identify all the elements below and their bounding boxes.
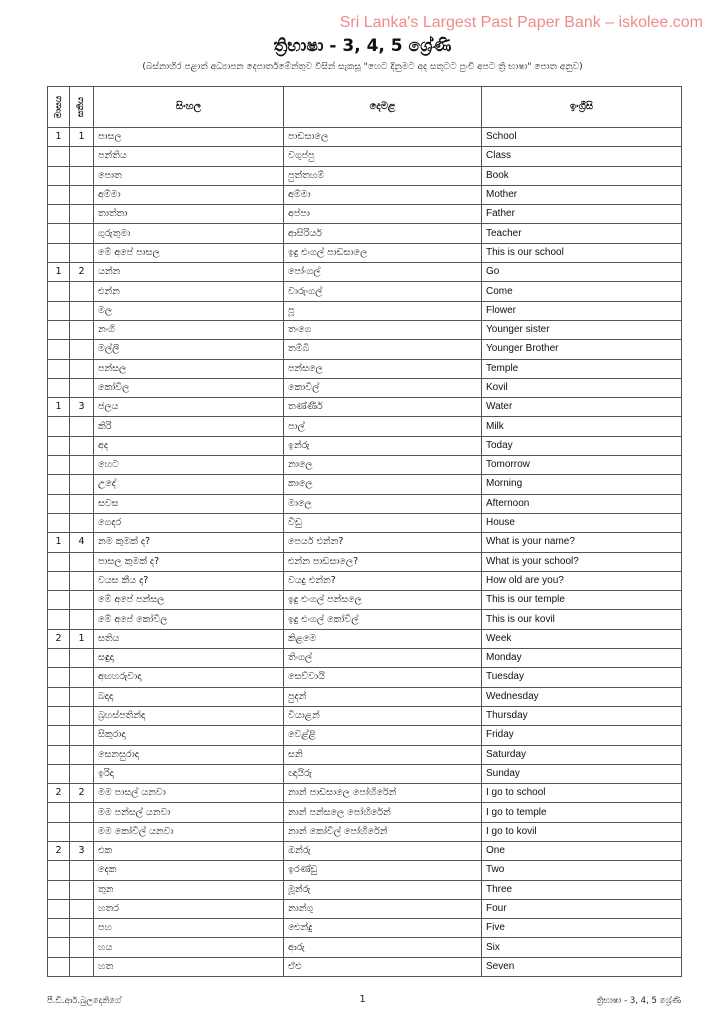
cell-tamil: මූන්රු: [284, 880, 482, 899]
cell-tamil: ආරු: [284, 938, 482, 957]
cell-tamil: සෙව්වායි: [284, 668, 482, 687]
cell-week: [70, 359, 94, 378]
cell-english: Thursday: [482, 706, 682, 725]
cell-month: [48, 668, 70, 687]
cell-sinhala: එන්න: [94, 282, 284, 301]
table-row: [48, 513, 682, 532]
cell-sinhala: ගෙදර: [94, 513, 284, 532]
table-row: [48, 591, 682, 610]
cell-tamil: ඉදු එංගල් කෝවිල්: [284, 610, 482, 629]
cell-sinhala: එක: [94, 841, 284, 860]
cell-english: Water: [482, 398, 682, 417]
cell-english: This is our school: [482, 243, 682, 262]
table-row: [48, 726, 682, 745]
table-row: [48, 745, 682, 764]
cell-sinhala: අම්මා: [94, 185, 284, 204]
page-subtitle: (බස්නාහිර පළාත් අධ්‍යාපන දෙපාර්තමේන්තුව විසින් සැකසූ "හෙට දිනුමට අද සතුටට පුංචි අපට ත්‍රි භාෂා" පොත අනුව): [142, 62, 583, 72]
table-row: [48, 552, 682, 571]
cell-sinhala: මේ අපේ පන්සල: [94, 591, 284, 610]
cell-week: [70, 513, 94, 532]
cell-sinhala: ජලය: [94, 398, 284, 417]
table-row: [48, 764, 682, 783]
cell-sinhala: පොත: [94, 166, 284, 185]
header-tamil: දෙමළ: [284, 87, 482, 128]
cell-tamil: නාන්ගු: [284, 899, 482, 918]
cell-sinhala: පාසල: [94, 128, 284, 147]
table-row: [48, 378, 682, 397]
cell-month: [48, 147, 70, 166]
table-body: [48, 128, 682, 977]
cell-sinhala: තාත්තා: [94, 205, 284, 224]
cell-tamil: ඉරණ්ඩු: [284, 861, 482, 880]
cell-sinhala: පාසල කුමක් ද?: [94, 552, 284, 571]
cell-english: I go to temple: [482, 803, 682, 822]
cell-sinhala: මේ අපේ කෝවිල: [94, 610, 284, 629]
cell-sinhala: කිරි: [94, 417, 284, 436]
table-row: [48, 784, 682, 803]
cell-english: Kovil: [482, 378, 682, 397]
cell-tamil: පෝංගල්: [284, 263, 482, 282]
cell-english: Sunday: [482, 764, 682, 783]
cell-english: Friday: [482, 726, 682, 745]
cell-english: Father: [482, 205, 682, 224]
table-row: [48, 205, 682, 224]
cell-month: 1: [48, 128, 70, 147]
cell-week: [70, 591, 94, 610]
cell-sinhala: ගුරුතුමා: [94, 224, 284, 243]
cell-week: [70, 340, 94, 359]
footer-title: ත්‍රිභාෂා - 3, 4, 5 ශ්‍රේණි: [596, 996, 681, 1006]
table-row: [48, 938, 682, 957]
cell-sinhala: සතිය: [94, 629, 284, 648]
table-row: [48, 706, 682, 725]
cell-english: Week: [482, 629, 682, 648]
cell-week: [70, 745, 94, 764]
cell-english: Afternoon: [482, 494, 682, 513]
cell-english: Four: [482, 899, 682, 918]
cell-week: [70, 494, 94, 513]
cell-week: 1: [70, 629, 94, 648]
cell-week: 2: [70, 263, 94, 282]
table-row: [48, 899, 682, 918]
cell-english: Book: [482, 166, 682, 185]
cell-english: House: [482, 513, 682, 532]
cell-month: [48, 610, 70, 629]
table-row: [48, 166, 682, 185]
cell-tamil: නාන් පන්සලෙ පෝහිරේන්: [284, 803, 482, 822]
cell-month: [48, 185, 70, 204]
cell-english: Three: [482, 880, 682, 899]
cell-month: [48, 456, 70, 475]
cell-month: [48, 861, 70, 880]
table-row: [48, 417, 682, 436]
table-row: [48, 649, 682, 668]
cell-sinhala: බදාදා: [94, 687, 284, 706]
table-row: [48, 340, 682, 359]
cell-english: This is our temple: [482, 591, 682, 610]
table-row: [48, 185, 682, 204]
cell-sinhala: හෙට: [94, 456, 284, 475]
cell-english: Saturday: [482, 745, 682, 764]
cell-week: [70, 764, 94, 783]
cell-english: Younger sister: [482, 320, 682, 339]
cell-week: 3: [70, 841, 94, 860]
cell-week: [70, 436, 94, 455]
cell-month: [48, 687, 70, 706]
cell-week: [70, 224, 94, 243]
cell-month: [48, 417, 70, 436]
cell-month: [48, 282, 70, 301]
cell-sinhala: මේ අපේ පාසල: [94, 243, 284, 262]
table-row: [48, 861, 682, 880]
cell-month: [48, 803, 70, 822]
table-row: [48, 957, 682, 976]
cell-sinhala: පන්සල: [94, 359, 284, 378]
table-row: [48, 668, 682, 687]
page-number: 1: [359, 994, 366, 1005]
cell-month: [48, 359, 70, 378]
cell-sinhala: යන්න: [94, 263, 284, 282]
cell-tamil: පුදන්: [284, 687, 482, 706]
cell-month: 1: [48, 263, 70, 282]
cell-sinhala: සිකුරාදා: [94, 726, 284, 745]
cell-week: [70, 571, 94, 590]
cell-english: Today: [482, 436, 682, 455]
cell-english: Two: [482, 861, 682, 880]
cell-week: [70, 456, 94, 475]
cell-tamil: පාල්: [284, 417, 482, 436]
cell-sinhala: සවස: [94, 494, 284, 513]
cell-sinhala: නංගි: [94, 320, 284, 339]
cell-tamil: නාලෙ: [284, 456, 482, 475]
table-row: [48, 803, 682, 822]
cell-english: What is your school?: [482, 552, 682, 571]
cell-tamil: ඓන්දු: [284, 919, 482, 938]
cell-week: [70, 803, 94, 822]
cell-week: [70, 726, 94, 745]
cell-tamil: වාරුංගල්: [284, 282, 482, 301]
cell-week: [70, 301, 94, 320]
table-row: [48, 919, 682, 938]
cell-sinhala: මම කෝවිල් යනවා: [94, 822, 284, 841]
cell-month: [48, 436, 70, 455]
cell-tamil: අම්මා: [284, 185, 482, 204]
cell-english: Class: [482, 147, 682, 166]
table-row: [48, 533, 682, 552]
cell-tamil: තිංගල්: [284, 649, 482, 668]
cell-tamil: එන්න පාඩසාලෙ?: [284, 552, 482, 571]
table-row: [48, 475, 682, 494]
cell-week: [70, 475, 94, 494]
cell-sinhala: අඟහරුවාදා: [94, 668, 284, 687]
cell-month: [48, 475, 70, 494]
cell-month: 2: [48, 784, 70, 803]
cell-tamil: ඉදු එංගල් පන්සලෙ: [284, 591, 482, 610]
cell-tamil: වගුප්පු: [284, 147, 482, 166]
cell-english: I go to school: [482, 784, 682, 803]
cell-month: [48, 571, 70, 590]
cell-sinhala: පන්තිය: [94, 147, 284, 166]
cell-english: Teacher: [482, 224, 682, 243]
cell-month: [48, 224, 70, 243]
cell-sinhala: මම පාසල් යනවා: [94, 784, 284, 803]
cell-sinhala: හත: [94, 957, 284, 976]
cell-english: Come: [482, 282, 682, 301]
cell-english: Mother: [482, 185, 682, 204]
cell-week: [70, 899, 94, 918]
watermark: Sri Lanka's Largest Past Paper Bank – iskolee.com: [339, 14, 703, 31]
cell-tamil: වියාළන්: [284, 706, 482, 725]
cell-month: 2: [48, 841, 70, 860]
cell-month: [48, 301, 70, 320]
table-row: [48, 282, 682, 301]
cell-week: [70, 668, 94, 687]
cell-month: [48, 494, 70, 513]
cell-tamil: ඉන්රු: [284, 436, 482, 455]
cell-month: [48, 378, 70, 397]
cell-month: [48, 243, 70, 262]
cell-tamil: මාලෙ: [284, 494, 482, 513]
cell-english: Morning: [482, 475, 682, 494]
cell-tamil: සනි: [284, 745, 482, 764]
header-month: මාසය: [48, 87, 70, 128]
page-title: ත්‍රිභාෂා - 3, 4, 5 ශ්‍රේණි: [273, 36, 452, 56]
cell-english: School: [482, 128, 682, 147]
cell-tamil: නාන් පාඩසාලෙ පෝහිරේන්: [284, 784, 482, 803]
table-row: [48, 398, 682, 417]
cell-tamil: පන්සලෙ: [284, 359, 482, 378]
table-header-row: [48, 87, 682, 128]
table-row: [48, 243, 682, 262]
table-row: [48, 610, 682, 629]
header-english: ඉංග්‍රීසි: [482, 87, 682, 128]
cell-week: [70, 822, 94, 841]
table-row: [48, 629, 682, 648]
cell-tamil: තංගෙ: [284, 320, 482, 339]
cell-tamil: කිළමෙ: [284, 629, 482, 648]
cell-week: [70, 861, 94, 880]
cell-sinhala: සෙනසුරාදා: [94, 745, 284, 764]
cell-sinhala: අද: [94, 436, 284, 455]
cell-month: [48, 726, 70, 745]
cell-sinhala: ඉරිදා: [94, 764, 284, 783]
cell-week: [70, 610, 94, 629]
cell-english: Tomorrow: [482, 456, 682, 475]
cell-tamil: අප්පා: [284, 205, 482, 224]
cell-week: [70, 166, 94, 185]
cell-tamil: පූ: [284, 301, 482, 320]
cell-english: Monday: [482, 649, 682, 668]
cell-english: I go to kovil: [482, 822, 682, 841]
cell-week: [70, 919, 94, 938]
cell-week: [70, 417, 94, 436]
cell-sinhala: හතර: [94, 899, 284, 918]
cell-week: [70, 687, 94, 706]
cell-tamil: ආසිරියර්: [284, 224, 482, 243]
cell-month: [48, 591, 70, 610]
cell-tamil: කොවිල්: [284, 378, 482, 397]
cell-week: [70, 282, 94, 301]
table-row: [48, 880, 682, 899]
table-row: [48, 571, 682, 590]
cell-week: 4: [70, 533, 94, 552]
header-sinhala: සිංහල: [94, 87, 284, 128]
cell-week: [70, 378, 94, 397]
table-row: [48, 301, 682, 320]
cell-week: [70, 185, 94, 204]
cell-month: [48, 340, 70, 359]
cell-month: [48, 938, 70, 957]
cell-month: [48, 552, 70, 571]
cell-tamil: නාන් කෝවිල් පෝහිරේන්: [284, 822, 482, 841]
cell-week: [70, 147, 94, 166]
cell-tamil: වීඩු: [284, 513, 482, 532]
cell-week: [70, 938, 94, 957]
cell-tamil: තණ්ණීර්: [284, 398, 482, 417]
table-row: [48, 320, 682, 339]
cell-week: [70, 957, 94, 976]
cell-sinhala: පහ: [94, 919, 284, 938]
cell-tamil: වෙළ්ළි: [284, 726, 482, 745]
cell-week: [70, 880, 94, 899]
cell-month: 1: [48, 533, 70, 552]
cell-sinhala: කෝවිල: [94, 378, 284, 397]
cell-week: [70, 649, 94, 668]
cell-month: [48, 320, 70, 339]
cell-month: [48, 880, 70, 899]
cell-english: Five: [482, 919, 682, 938]
cell-tamil: පාඩසාලෙ: [284, 128, 482, 147]
table-row: [48, 263, 682, 282]
cell-month: 2: [48, 629, 70, 648]
cell-month: [48, 649, 70, 668]
cell-month: [48, 899, 70, 918]
cell-english: Wednesday: [482, 687, 682, 706]
cell-english: Temple: [482, 359, 682, 378]
cell-english: One: [482, 841, 682, 860]
table-row: [48, 224, 682, 243]
cell-tamil: ඒළු: [284, 957, 482, 976]
cell-month: [48, 513, 70, 532]
cell-month: 1: [48, 398, 70, 417]
cell-english: What is your name?: [482, 533, 682, 552]
cell-english: This is our kovil: [482, 610, 682, 629]
table-row: [48, 147, 682, 166]
cell-week: 1: [70, 128, 94, 147]
cell-week: [70, 706, 94, 725]
cell-sinhala: දෙක: [94, 861, 284, 880]
table-row: [48, 359, 682, 378]
cell-english: How old are you?: [482, 571, 682, 590]
cell-tamil: ඔන්රු: [284, 841, 482, 860]
cell-english: Milk: [482, 417, 682, 436]
cell-english: Younger Brother: [482, 340, 682, 359]
cell-sinhala: තුන: [94, 880, 284, 899]
table-row: [48, 687, 682, 706]
cell-sinhala: උදේ: [94, 475, 284, 494]
cell-month: [48, 166, 70, 185]
cell-month: [48, 822, 70, 841]
cell-tamil: ඉදු එංගල් පාඩසාලෙ: [284, 243, 482, 262]
cell-tamil: කාලෙ: [284, 475, 482, 494]
cell-sinhala: බ්‍රහස්පතින්දා: [94, 706, 284, 725]
cell-month: [48, 919, 70, 938]
cell-week: [70, 243, 94, 262]
cell-sinhala: නම කුමක් ද?: [94, 533, 284, 552]
cell-week: 3: [70, 398, 94, 417]
cell-sinhala: මල: [94, 301, 284, 320]
cell-week: 2: [70, 784, 94, 803]
cell-tamil: පුත්තහම්: [284, 166, 482, 185]
cell-month: [48, 745, 70, 764]
cell-month: [48, 957, 70, 976]
table-row: [48, 436, 682, 455]
cell-month: [48, 764, 70, 783]
cell-week: [70, 552, 94, 571]
cell-month: [48, 706, 70, 725]
table-row: [48, 456, 682, 475]
cell-week: [70, 320, 94, 339]
footer-author: පී.ඩී.ආර්.බුලදෙනිගේ: [47, 996, 122, 1006]
vocabulary-table: [47, 86, 682, 977]
cell-tamil: පෙයර් එන්න?: [284, 533, 482, 552]
table-row: [48, 822, 682, 841]
cell-sinhala: මම පන්සල් යනවා: [94, 803, 284, 822]
cell-tamil: වයදු එන්න?: [284, 571, 482, 590]
cell-english: Tuesday: [482, 668, 682, 687]
table-row: [48, 494, 682, 513]
cell-english: Flower: [482, 301, 682, 320]
cell-tamil: ඥායිරු: [284, 764, 482, 783]
cell-sinhala: මල්ලි: [94, 340, 284, 359]
cell-english: Six: [482, 938, 682, 957]
cell-english: Go: [482, 263, 682, 282]
cell-sinhala: වයස කීය ද?: [94, 571, 284, 590]
cell-tamil: තම්බි: [284, 340, 482, 359]
cell-week: [70, 205, 94, 224]
cell-sinhala: සඳුදා: [94, 649, 284, 668]
table-row: [48, 128, 682, 147]
header-week: සතිය: [70, 87, 94, 128]
cell-month: [48, 205, 70, 224]
cell-sinhala: හය: [94, 938, 284, 957]
table-row: [48, 841, 682, 860]
cell-english: Seven: [482, 957, 682, 976]
